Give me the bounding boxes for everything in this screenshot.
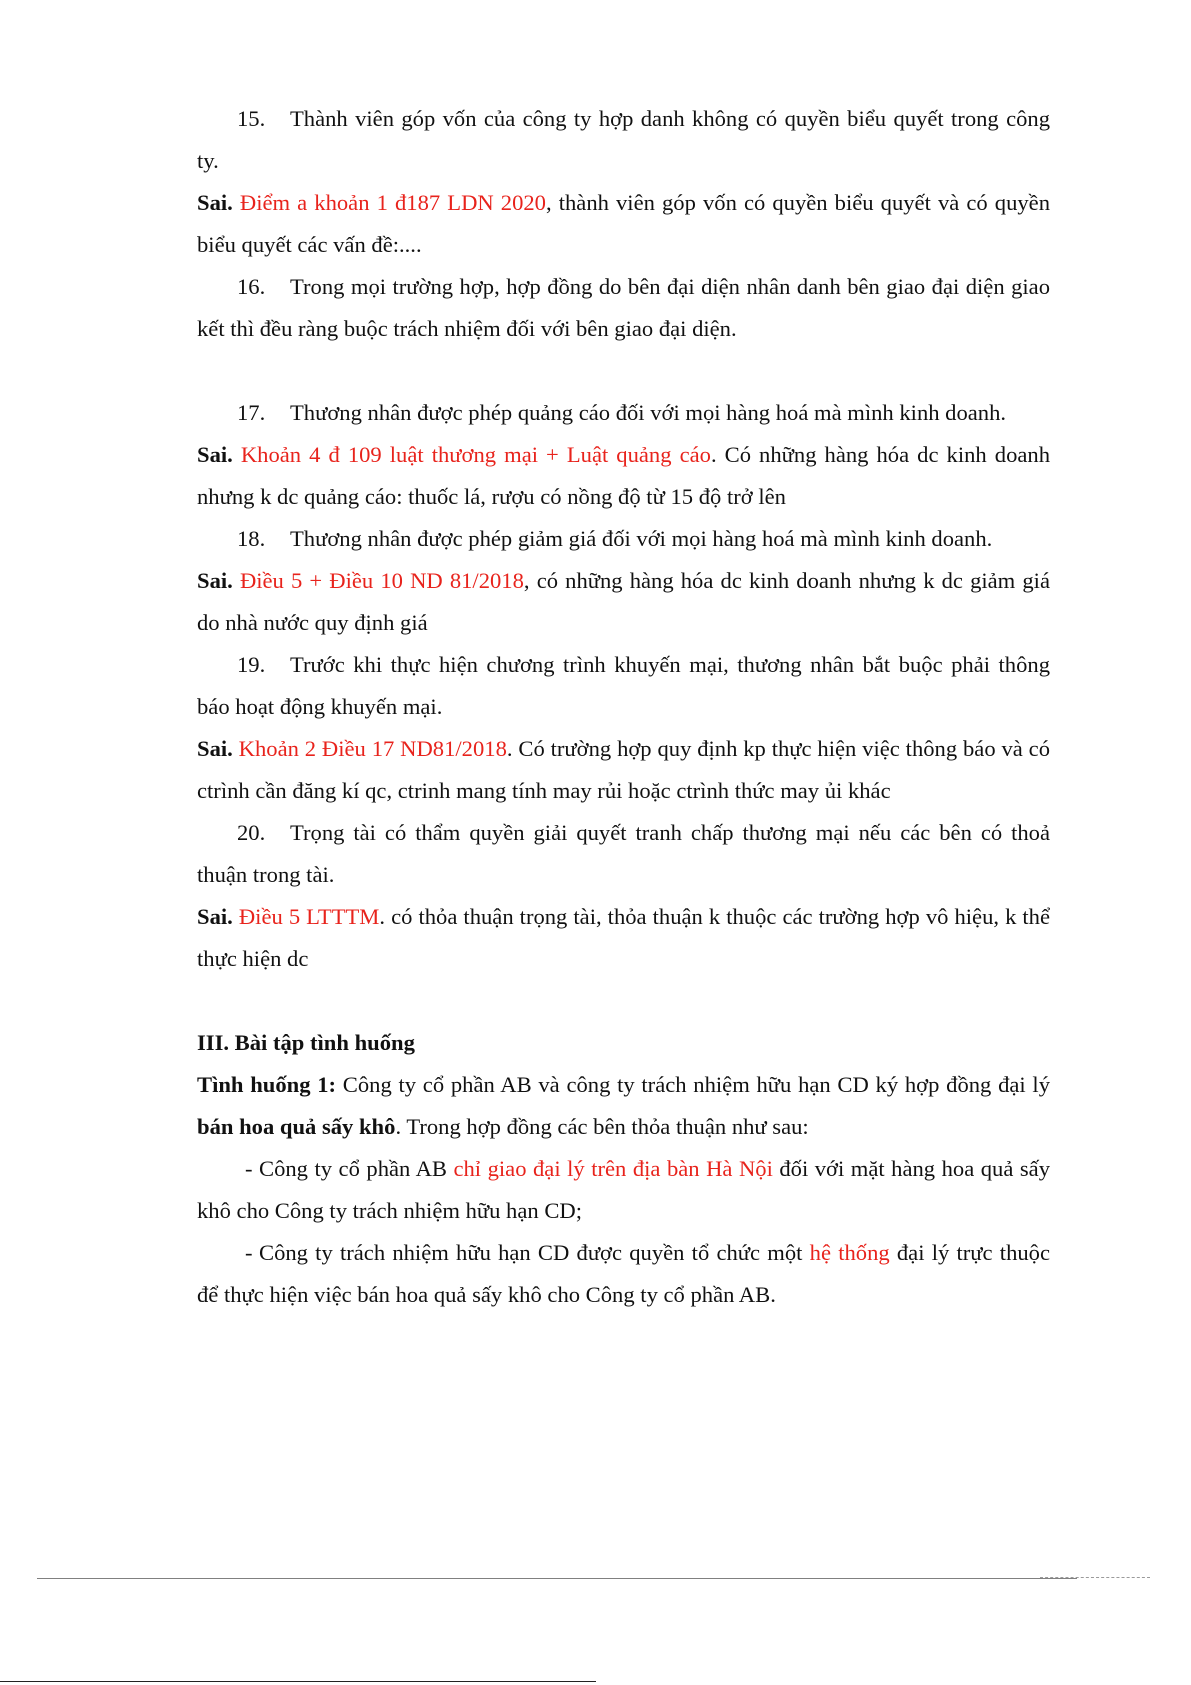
legal-reference: Điểm a khoản 1 đ187 LDN 2020 [239, 190, 546, 215]
bullet-text-before: Công ty cổ phần AB [259, 1156, 454, 1181]
question-text: Thành viên góp vốn của công ty hợp danh không có quyền biểu quyết trong công ty. [197, 106, 1050, 173]
answer-explanation: , có những hàng hóa dc kinh doanh nhưng k dc giảm giá do nhà nước quy định giá [197, 568, 1050, 635]
page-bottom-line [0, 1681, 596, 1682]
question-15 [197, 98, 1050, 182]
bullet-text-before: Công ty trách nhiệm hữu hạn CD được quyền tổ chức một [259, 1240, 810, 1265]
case-bullet-1 [197, 1148, 1050, 1232]
case-label: Tình huống 1: [197, 1072, 337, 1097]
case-bullet-2 [197, 1232, 1050, 1316]
case-1-intro [197, 1064, 1050, 1148]
bullet-text-after: đối với mặt hàng hoa quả sấy khô cho Công ty trách nhiệm hữu hạn CD; [197, 1156, 1050, 1223]
question-text: Thương nhân được phép giảm giá đối với mọi hàng hoá mà mình kinh doanh. [290, 526, 993, 551]
question-number: 17. [237, 400, 266, 425]
legal-reference: Khoản 4 đ 109 luật thương mại + Luật quảng cáo [240, 442, 711, 467]
bullet-text-highlight: chỉ giao đại lý trên địa bàn Hà Nội [453, 1156, 773, 1181]
bullet-text-highlight: hệ thống [809, 1240, 890, 1265]
document-page [197, 98, 1050, 1316]
footer-divider-dashed [1040, 1577, 1150, 1578]
question-number: 15. [237, 106, 266, 131]
case-text-a: Công ty cổ phần AB và công ty trách nhiệm hữu hạn CD ký hợp đồng đại lý [336, 1072, 1050, 1097]
answer-explanation: , thành viên góp vốn có quyền biểu quyết và có quyền biểu quyết các vấn đề:.... [197, 190, 1050, 257]
legal-reference: Điều 5 LTTTM [238, 904, 380, 929]
bullet-dash: - [245, 1240, 253, 1265]
question-number: 18. [237, 526, 266, 551]
verdict-label: Sai. [197, 736, 233, 761]
question-text: Trước khi thực hiện chương trình khuyến mại, thương nhân bắt buộc phải thông báo hoạt động khuyến mại. [197, 652, 1050, 719]
question-text: Trọng tài có thẩm quyền giải quyết tranh chấp thương mại nếu các bên có thoả thuận trong tài. [197, 820, 1050, 887]
case-text-bold: bán hoa quả sấy khô [197, 1114, 396, 1139]
case-text-b: . Trong hợp đồng các bên thỏa thuận như sau: [395, 1114, 809, 1139]
answer-17 [197, 434, 1050, 518]
answer-15 [197, 182, 1050, 266]
spacer [197, 980, 1050, 1022]
question-text: Thương nhân được phép quảng cáo đối với mọi hàng hoá mà mình kinh doanh. [290, 400, 1007, 425]
verdict-label: Sai. [197, 904, 233, 929]
answer-explanation: . Có trường hợp quy định kp thực hiện việc thông báo và có ctrình cần đăng kí qc, ctrinh mang tính may rủi hoặc ctrình thức may ủi khác [197, 736, 1051, 803]
question-19 [197, 644, 1050, 728]
section-heading: III. Bài tập tình huống [197, 1030, 415, 1055]
verdict-label: Sai. [197, 442, 233, 467]
bullet-dash: - [245, 1156, 253, 1181]
footer-divider [37, 1578, 1077, 1579]
verdict-label: Sai. [197, 568, 233, 593]
question-17 [197, 392, 1050, 434]
answer-20 [197, 896, 1050, 980]
question-text: Trong mọi trường hợp, hợp đồng do bên đại diện nhân danh bên giao đại diện giao kết thì đều ràng buộc trách nhiệm đối với bên giao đại diện. [197, 274, 1050, 341]
verdict-label: Sai. [197, 190, 233, 215]
spacer [197, 350, 1050, 392]
answer-explanation: . có thỏa thuận trọng tài, thỏa thuận k thuộc các trường hợp vô hiệu, k thể thực hiện dc [197, 904, 1051, 971]
bullet-text-after: đại lý trực thuộc để thực hiện việc bán hoa quả sấy khô cho Công ty cổ phần AB. [197, 1240, 1050, 1307]
question-18 [197, 518, 1050, 560]
question-20 [197, 812, 1050, 896]
question-number: 20. [237, 820, 266, 845]
answer-18 [197, 560, 1050, 644]
answer-explanation: . Có những hàng hóa dc kinh doanh nhưng k dc quảng cáo: thuốc lá, rượu có nồng độ từ 15 độ trở lên [197, 442, 1050, 509]
legal-reference: Điều 5 + Điều 10 ND 81/2018 [239, 568, 524, 593]
question-16 [197, 266, 1050, 350]
answer-19 [197, 728, 1050, 812]
question-number: 16. [237, 274, 266, 299]
question-number: 19. [237, 652, 266, 677]
legal-reference: Khoản 2 Điều 17 ND81/2018 [238, 736, 507, 761]
